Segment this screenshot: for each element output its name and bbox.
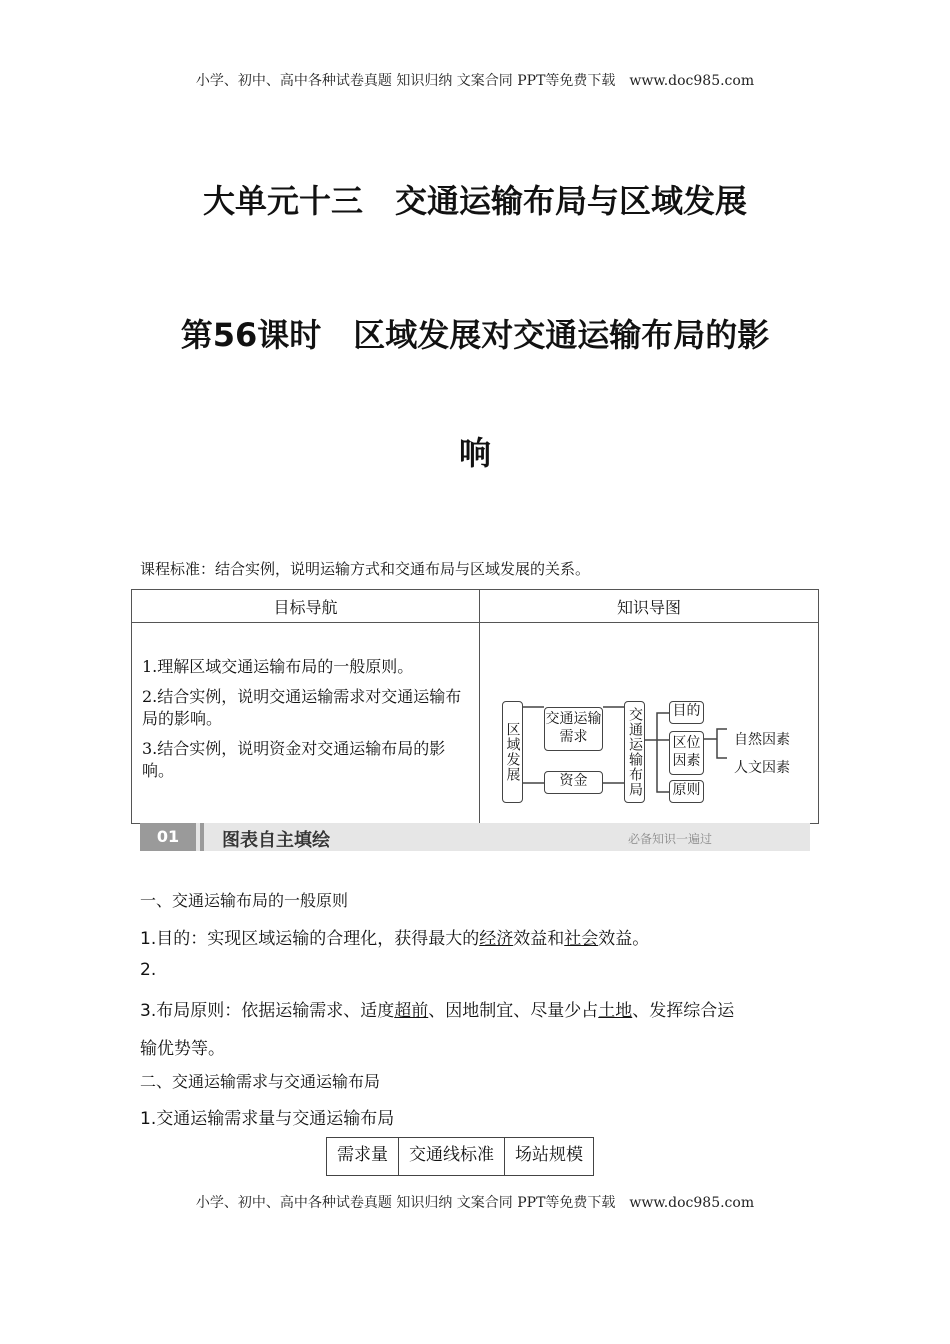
section-divider [200, 823, 204, 851]
course-standard: 课程标准：结合实例，说明运输方式和交通布局与区域发展的关系。 [140, 560, 591, 578]
text: 效益。 [598, 929, 650, 949]
text: 、因地制宜、尽量少占 [428, 1001, 599, 1021]
paragraph-2: 2. [140, 960, 157, 980]
table-cell: 场站规模 [505, 1138, 594, 1176]
mindmap-cell [480, 623, 819, 824]
answer-blank: 土地 [598, 1001, 633, 1021]
heading-2: 二、交通运输需求与交通运输布局 [140, 1072, 381, 1091]
node-principle: 原则 [669, 780, 704, 803]
table-cell: 需求量 [327, 1138, 399, 1176]
node-regional-development: 区域发展 [502, 701, 523, 803]
demand-table [326, 1137, 594, 1176]
paragraph-principle-cont: 输优势等。 [140, 1039, 225, 1059]
section-label: 图表自主填绘 [222, 830, 330, 851]
text: 效益和 [513, 929, 565, 949]
paragraph-purpose [140, 924, 649, 949]
answer-blank: 超前 [394, 1001, 429, 1021]
answer-blank: 社会 [564, 929, 599, 949]
section-subtitle: 必备知识一遍过 [627, 832, 712, 846]
mindmap-header: 知识导图 [480, 590, 819, 623]
node-location-factors: 区位因素 [669, 731, 704, 775]
subheading-1: 1.交通运输需求量与交通运输布局 [140, 1109, 395, 1129]
goal-item: 3.结合实例，说明资金对交通运输布局的影响。 [142, 739, 446, 780]
lesson-title: 第56课时 区域发展对交通运输布局的影 [180, 316, 770, 354]
text: 依据运输需求、适度 [241, 1001, 395, 1021]
node-purpose: 目的 [669, 701, 704, 724]
label: 1.目的： [140, 929, 208, 949]
page-footer: 小学、初中、高中各种试卷真题 知识归纳 文案合同 PPT等免费下载 www.doc985.com [195, 1195, 755, 1211]
lesson-title-cont: 响 [458, 434, 491, 472]
node-transport-layout: 交通运输布局 [624, 701, 645, 803]
goal-item: 2.结合实例，说明交通运输需求对交通运输布局的影响。 [142, 687, 462, 728]
goal-list [132, 623, 480, 824]
text: 、发挥综合运 [632, 1001, 735, 1021]
mindmap-connectors [480, 623, 820, 823]
node-transport-demand: 交通运输需求 [544, 707, 603, 751]
section-bar [140, 823, 810, 851]
node-human-factors: 人文因素 [734, 760, 790, 776]
section-number: 01 [140, 823, 196, 851]
node-funds: 资金 [544, 771, 603, 794]
paragraph-principle [140, 996, 734, 1021]
goal-item: 1.理解区域交通运输布局的一般原则。 [142, 657, 414, 676]
table-cell: 交通线标准 [399, 1138, 505, 1176]
text: 实现区域运输的合理化，获得最大的 [207, 929, 480, 949]
unit-title: 大单元十三 交通运输布局与区域发展 [202, 182, 747, 220]
answer-blank: 经济 [479, 929, 514, 949]
label: 3.布局原则： [140, 1001, 242, 1021]
goal-header: 目标导航 [132, 590, 480, 623]
node-natural-factors: 自然因素 [734, 732, 790, 748]
mindmap [480, 623, 818, 823]
heading-1: 一、交通运输布局的一般原则 [140, 891, 349, 910]
page-header: 小学、初中、高中各种试卷真题 知识归纳 文案合同 PPT等免费下载 www.doc985.com [195, 73, 755, 89]
goal-table [131, 589, 819, 824]
